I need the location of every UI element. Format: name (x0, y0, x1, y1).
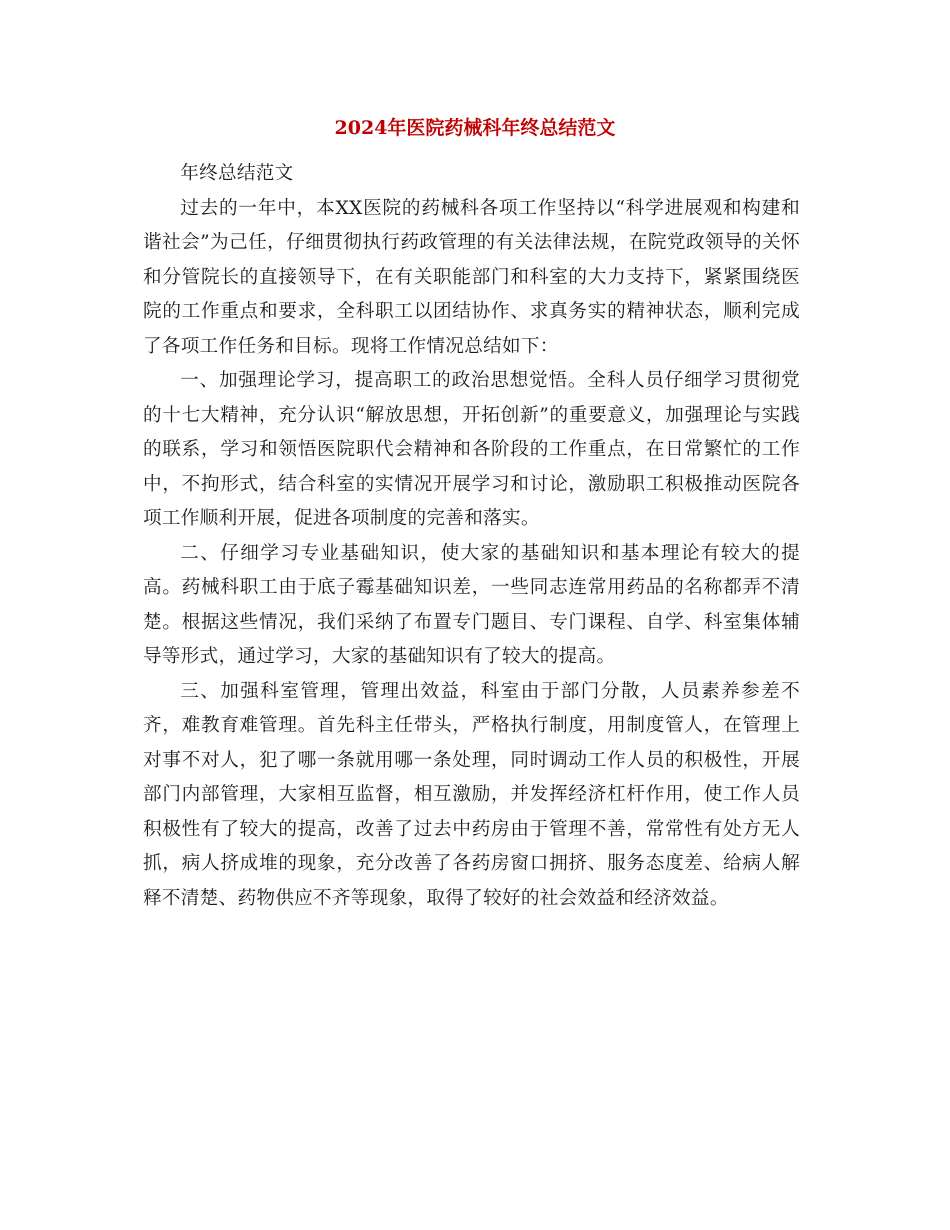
paragraph-section-2: 二、仔细学习专业基础知识，使大家的基础知识和基本理论有较大的提高。药械科职工由于底子霉基础知识差，一些同志连常用药品的名称都弄不清楚。根据这些情况，我们采纳了布置专门题目、专门课程、自学、科室集体辅导等形式，通过学习，大家的基础知识有了较大的提高。 (143, 542, 800, 667)
paragraph-section-1: 一、加强理论学习，提高职工的政治思想觉悟。全科人员仔细学习贯彻党的十七大精神，充分认识“解放思想，开拓创新”的重要意义，加强理论与实践的联系，学习和领悟医院职代会精神和各阶段的工作重点，在日常繁忙的工作中，不拘形式，结合科室的实情况开展学习和讨论，激励职工积极推动医院各项工作顺利开展，促进各项制度的完善和落实。 (143, 370, 800, 529)
paragraph-subtitle: 年终总结范文 (180, 163, 294, 184)
paragraph-intro: 过去的一年中，本XX医院的药械科各项工作坚持以“科学进展观和构建和谐社会”为己任，仔细贯彻执行药政管理的有关法律法规，在院党政领导的关怀和分管院长的直接领导下，在有关职能部门和科室的大力支持下，紧紧围绕医院的工作重点和要求，全科职工以团结协作、求真务实的精神状态，顺利完成了各项工作任务和目标。现将工作情况总结如下： (143, 197, 800, 357)
document-body (143, 157, 800, 916)
document-title: 2024年医院药械科年终总结范文 (334, 117, 616, 139)
paragraph-section-3: 三、加强科室管理，管理出效益，科室由于部门分散，人员素养参差不齐，难教育难管理。首先科主任带头，严格执行制度，用制度管人，在管理上对事不对人，犯了哪一条就用哪一条处理，同时调动工作人员的积极性，开展部门内部管理，大家相互监督，相互激励，并发挥经济杠杆作用，使工作人员积极性有了较大的提高，改善了过去中药房由于管理不善，常常性有处方无人抓，病人挤成堆的现象，充分改善了各药房窗口拥挤、服务态度差、给病人解释不清楚、药物供应不齐等现象，取得了较好的社会效益和经济效益。 (143, 680, 800, 909)
